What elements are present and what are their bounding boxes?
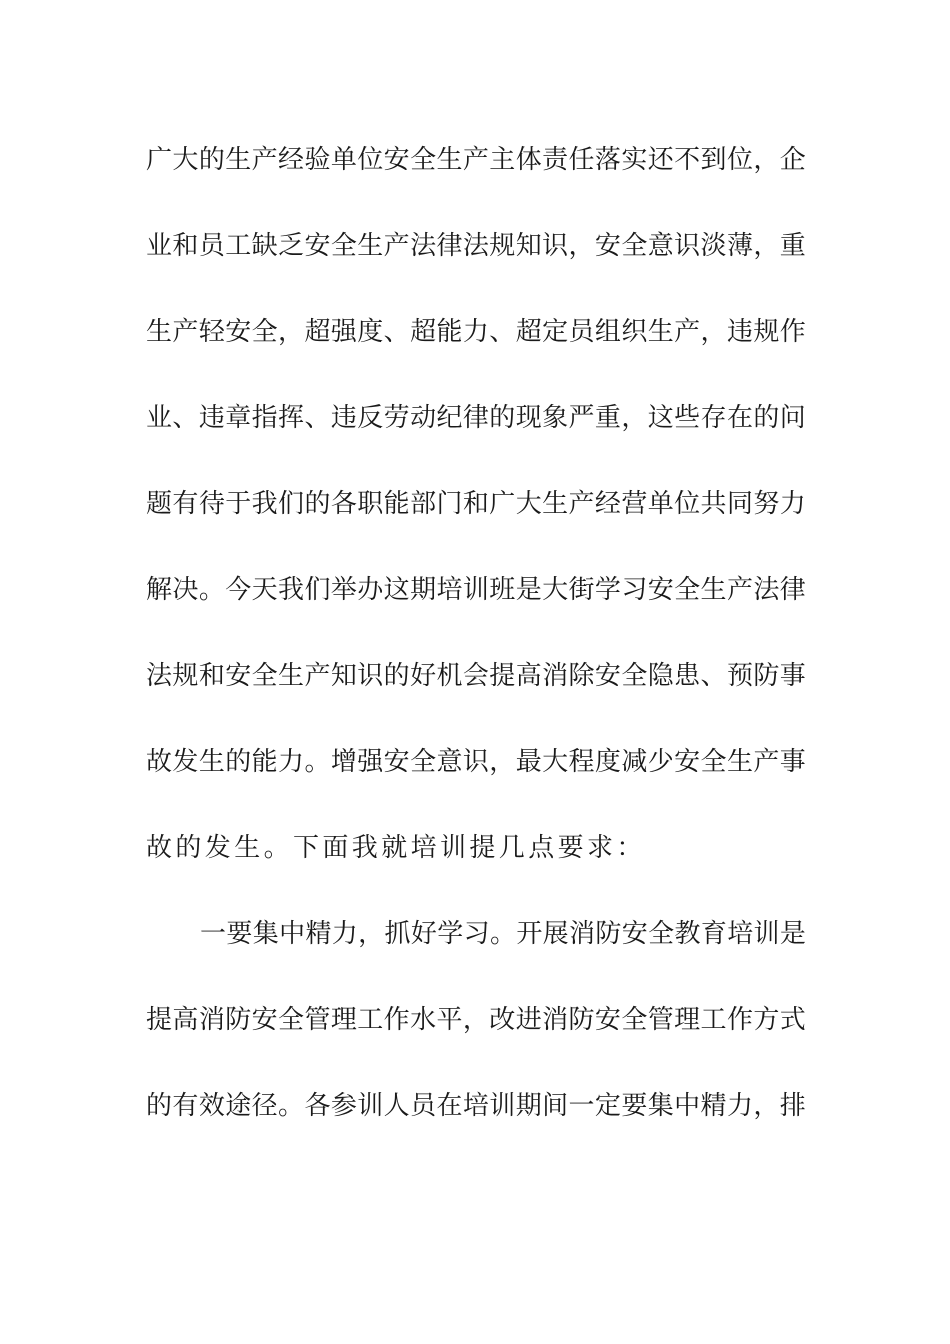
text-char: 于 (225, 489, 252, 519)
text-char: 律 (436, 231, 463, 261)
text-char: 平 (436, 1005, 463, 1035)
text-char: 是 (515, 575, 542, 605)
text-char: 会 (462, 661, 489, 691)
text-char: 的 (146, 1091, 173, 1121)
text-char: 识 (462, 747, 489, 777)
text-char: 消 (198, 1005, 225, 1035)
text-char: 培 (727, 919, 754, 949)
text-char: 意 (436, 747, 463, 777)
text-char: 识 (542, 231, 569, 261)
text-char: 作 (779, 317, 806, 347)
text-char: 进 (515, 1005, 542, 1035)
text-char: 象 (542, 403, 569, 433)
text-char: 生 (278, 661, 305, 691)
text-char: 在 (726, 403, 753, 433)
text-char: 这 (383, 575, 410, 605)
text-char: 学 (594, 575, 621, 605)
text-char: 班 (489, 575, 516, 605)
text-char: 律 (779, 575, 806, 605)
text-char: 产 (674, 317, 701, 347)
text-char: 、 (489, 317, 516, 347)
text-char: 违 (198, 403, 225, 433)
text-char: 期 (410, 575, 437, 605)
text-char: 事 (779, 747, 806, 777)
text-char: ， (621, 403, 648, 433)
text-char: 展 (542, 919, 569, 949)
text-char: 大 (515, 489, 542, 519)
text-char: 主 (489, 145, 516, 175)
text-char: 员 (198, 231, 225, 261)
text-char: 全 (278, 1005, 305, 1035)
text-char: 习 (621, 575, 648, 605)
text-char: 全 (251, 661, 278, 691)
text-char: 工 (225, 231, 252, 261)
text-char: 的 (383, 661, 410, 691)
text-char: 能 (383, 489, 410, 519)
text-char: 些 (674, 403, 701, 433)
text-char: 生 (436, 145, 463, 175)
text-char: 培 (436, 575, 463, 605)
text-line (146, 656, 806, 696)
text-char: 超 (515, 317, 542, 347)
text-char: 产 (383, 231, 410, 261)
text-char: 广 (146, 145, 173, 175)
text-char: 单 (330, 145, 357, 175)
text-char: 力 (331, 919, 358, 949)
text-char: 全 (700, 747, 727, 777)
text-char: 提 (489, 661, 516, 691)
text-char: 力 (462, 317, 489, 347)
text-char: 全 (251, 317, 278, 347)
text-char: 工 (700, 1005, 727, 1035)
text-char: 重 (594, 403, 621, 433)
text-char: 开 (516, 919, 543, 949)
text-char: 天 (251, 575, 278, 605)
text-char: 同 (726, 489, 753, 519)
text-char: 育 (700, 919, 727, 949)
text-char: 现 (515, 403, 542, 433)
text-char: 轻 (198, 317, 225, 347)
text-char: 门 (436, 489, 463, 519)
text-char: 有 (172, 489, 199, 519)
text-char: 淡 (700, 231, 727, 261)
text-char: 位 (357, 145, 384, 175)
text-char: 这 (647, 403, 674, 433)
text-char: 训 (489, 1091, 516, 1121)
text-char: 管 (647, 1005, 674, 1035)
text-char: 排 (779, 1091, 806, 1121)
text-char: 患 (674, 661, 701, 691)
text-char: 除 (568, 661, 595, 691)
text-char: 集 (647, 1091, 674, 1121)
text-char: 力 (278, 747, 305, 777)
text-char: 重 (779, 231, 806, 261)
text-char: 。 (198, 575, 225, 605)
text-char: 力 (779, 489, 806, 519)
text-char: 产 (726, 575, 753, 605)
text-char: 参 (330, 1091, 357, 1121)
text-char: 全 (410, 145, 437, 175)
text-line (146, 398, 806, 438)
text-char: 安 (594, 231, 621, 261)
text-char: 今 (225, 575, 252, 605)
text-line (146, 140, 806, 180)
text-line (146, 742, 806, 782)
text-char: 生 (146, 317, 173, 347)
text-char: 少 (647, 747, 674, 777)
text-char: 纪 (436, 403, 463, 433)
text-char: 员 (568, 317, 595, 347)
text-char: 还 (647, 145, 674, 175)
text-char: 乏 (278, 231, 305, 261)
text-char: 安 (647, 575, 674, 605)
text-char: 消 (542, 661, 569, 691)
text-char: ， (278, 317, 305, 347)
text-char: 指 (251, 403, 278, 433)
text-char: 强 (330, 317, 357, 347)
text-char: 安 (304, 231, 331, 261)
text-char: 我 (251, 489, 278, 519)
text-char: 的 (753, 403, 780, 433)
text-char: 安 (621, 919, 648, 949)
text-char: 我 (278, 575, 305, 605)
text-char: 间 (542, 1091, 569, 1121)
text-char: 生 (357, 231, 384, 261)
text-char: 程 (568, 747, 595, 777)
text-char: 产 (753, 747, 780, 777)
text-char: 防 (225, 1005, 252, 1035)
text-char: 验 (304, 145, 331, 175)
text-char: 规 (489, 231, 516, 261)
text-char: 大 (542, 747, 569, 777)
text-char: 的 (225, 747, 252, 777)
text-char: 挥 (278, 403, 305, 433)
text-char: 违 (330, 403, 357, 433)
text-char: 们 (304, 575, 331, 605)
text-char: 的 (489, 403, 516, 433)
text-char: 度 (357, 317, 384, 347)
text-char: 定 (542, 317, 569, 347)
text-char: 实 (621, 145, 648, 175)
text-char: 方 (753, 1005, 780, 1035)
text-char: 生 (225, 145, 252, 175)
text-char: 生 (726, 747, 753, 777)
paragraph-end-line: 故的发生。下面我就培训提几点要求： (146, 833, 646, 863)
text-char: 法 (146, 661, 173, 691)
text-char: 识 (674, 231, 701, 261)
text-char: 定 (594, 1091, 621, 1121)
text-char: 法 (753, 575, 780, 605)
text-char: 最 (515, 747, 542, 777)
text-char: 街 (568, 575, 595, 605)
text-char: 经 (278, 145, 305, 175)
text-char: 律 (462, 403, 489, 433)
text-char: 作 (383, 1005, 410, 1035)
text-char: 的 (304, 489, 331, 519)
text-char: 决 (172, 575, 199, 605)
text-char: 识 (357, 661, 384, 691)
text-char: 产 (462, 145, 489, 175)
text-char: 广 (489, 489, 516, 519)
text-char: 超 (304, 317, 331, 347)
text-char: 强 (357, 747, 384, 777)
text-char: 各 (304, 1091, 331, 1121)
text-char: 安 (383, 747, 410, 777)
text-char: 事 (779, 661, 806, 691)
text-char: 和 (462, 489, 489, 519)
text-char: 安 (674, 747, 701, 777)
text-char: 责 (542, 145, 569, 175)
text-char: 。 (304, 747, 331, 777)
text-char: 全 (674, 575, 701, 605)
text-char: 作 (726, 1005, 753, 1035)
text-char: 落 (594, 145, 621, 175)
text-char: 能 (251, 747, 278, 777)
text-line (146, 312, 806, 352)
text-char: 违 (726, 317, 753, 347)
text-char: ， (462, 1005, 489, 1035)
text-char: 防 (595, 919, 622, 949)
text-char: 精 (700, 1091, 727, 1121)
text-char: 能 (436, 317, 463, 347)
text-char: 缺 (251, 231, 278, 261)
text-char: 共 (700, 489, 727, 519)
text-char: 们 (278, 489, 305, 519)
text-char: 是 (779, 919, 806, 949)
text-char: 规 (753, 317, 780, 347)
text-char: 和 (172, 231, 199, 261)
text-char: 精 (305, 919, 332, 949)
text-char: 管 (304, 1005, 331, 1035)
text-char: ， (753, 1091, 780, 1121)
text-char: 好 (410, 919, 437, 949)
text-char: 训 (753, 919, 780, 949)
text-char: 抓 (384, 919, 411, 949)
text-char: 生 (700, 575, 727, 605)
text-char: 防 (753, 661, 780, 691)
text-char: 规 (172, 661, 199, 691)
text-char: ， (358, 919, 385, 949)
text-char: 各 (330, 489, 357, 519)
text-char: 劳 (383, 403, 410, 433)
text-char: 织 (621, 317, 648, 347)
text-char: 全 (621, 1005, 648, 1035)
text-char: 式 (779, 1005, 806, 1035)
text-char: 努 (753, 489, 780, 519)
text-char: 培 (462, 1091, 489, 1121)
text-char: 的 (198, 145, 225, 175)
text-char: 增 (330, 747, 357, 777)
text-char: 要 (226, 919, 253, 949)
text-char: 工 (357, 1005, 384, 1035)
text-line (146, 226, 806, 266)
text-char: 题 (146, 489, 173, 519)
text-char: 意 (647, 231, 674, 261)
text-char: 消 (569, 919, 596, 949)
text-char: ， (753, 231, 780, 261)
text-char: 营 (621, 489, 648, 519)
text-char: 度 (594, 747, 621, 777)
text-char: ， (568, 231, 595, 261)
text-char: 中 (279, 919, 306, 949)
text-char: 防 (568, 1005, 595, 1035)
text-char: 全 (330, 231, 357, 261)
text-char: 业 (146, 231, 173, 261)
text-char: 习 (463, 919, 490, 949)
text-char: 全 (648, 919, 675, 949)
text-char: 单 (647, 489, 674, 519)
text-char: 故 (146, 747, 173, 777)
text-char: 在 (436, 1091, 463, 1121)
text-char: 动 (410, 403, 437, 433)
text-char: 一 (568, 1091, 595, 1121)
text-line (146, 1086, 806, 1126)
text-char: 安 (594, 1005, 621, 1035)
text-char: 员 (410, 1091, 437, 1121)
text-char: 好 (410, 661, 437, 691)
text-char: 隐 (647, 661, 674, 691)
text-char: 知 (330, 661, 357, 691)
text-char: 机 (436, 661, 463, 691)
text-char: 薄 (726, 231, 753, 261)
text-char: 全 (621, 231, 648, 261)
paragraph-start-line (200, 914, 806, 954)
text-char: 安 (594, 661, 621, 691)
text-line (146, 1000, 806, 1040)
text-char: 发 (172, 747, 199, 777)
text-char: 办 (357, 575, 384, 605)
text-char: 到 (700, 145, 727, 175)
text-char: 、 (383, 317, 410, 347)
text-char: 严 (568, 403, 595, 433)
text-char: 全 (410, 747, 437, 777)
text-char: 训 (357, 1091, 384, 1121)
text-char: 大 (172, 145, 199, 175)
text-char: 提 (146, 1005, 173, 1035)
text-char: 一 (200, 919, 227, 949)
text-char: ， (489, 747, 516, 777)
text-char: 理 (330, 1005, 357, 1035)
text-char: 任 (568, 145, 595, 175)
text-char: 途 (225, 1091, 252, 1121)
text-char: 教 (674, 919, 701, 949)
text-char: 不 (674, 145, 701, 175)
text-char: 待 (198, 489, 225, 519)
text-line (146, 484, 806, 524)
text-char: 超 (410, 317, 437, 347)
text-char: 产 (172, 317, 199, 347)
text-line (146, 570, 806, 610)
text-char: 安 (251, 1005, 278, 1035)
text-char: 生 (647, 317, 674, 347)
text-char: 改 (489, 1005, 516, 1035)
text-char: 法 (410, 231, 437, 261)
text-char: 力 (726, 1091, 753, 1121)
text-char: 集 (252, 919, 279, 949)
text-char: 组 (594, 317, 621, 347)
text-char: 。 (489, 919, 516, 949)
text-char: 径 (251, 1091, 278, 1121)
text-char: 水 (410, 1005, 437, 1035)
text-char: ， (753, 145, 780, 175)
text-char: 高 (515, 661, 542, 691)
text-char: 产 (568, 489, 595, 519)
text-char: 有 (172, 1091, 199, 1121)
text-char: 经 (594, 489, 621, 519)
text-char: 生 (542, 489, 569, 519)
text-char: 问 (779, 403, 806, 433)
text-char: 安 (225, 317, 252, 347)
text-char: 安 (383, 145, 410, 175)
text-char: 、 (700, 661, 727, 691)
text-char: 效 (198, 1091, 225, 1121)
text-char: ， (700, 317, 727, 347)
text-char: 高 (172, 1005, 199, 1035)
text-char: 和 (198, 661, 225, 691)
text-char: 体 (515, 145, 542, 175)
text-char: 减 (621, 747, 648, 777)
text-char: 要 (621, 1091, 648, 1121)
text-char: 学 (437, 919, 464, 949)
text-char: 举 (330, 575, 357, 605)
text-char: 产 (304, 661, 331, 691)
text-char: 消 (542, 1005, 569, 1035)
text-char: 预 (726, 661, 753, 691)
text-char: 、 (172, 403, 199, 433)
text-char: 人 (383, 1091, 410, 1121)
text-char: 理 (674, 1005, 701, 1035)
text-char: 章 (225, 403, 252, 433)
text-char: 解 (146, 575, 173, 605)
text-char: 位 (726, 145, 753, 175)
text-char: 生 (198, 747, 225, 777)
text-char: 企 (779, 145, 806, 175)
text-char: 业 (146, 403, 173, 433)
text-char: 职 (357, 489, 384, 519)
text-char: 反 (357, 403, 384, 433)
text-char: 、 (304, 403, 331, 433)
text-char: 知 (515, 231, 542, 261)
text-char: 法 (462, 231, 489, 261)
text-char: 期 (515, 1091, 542, 1121)
text-char: 训 (462, 575, 489, 605)
text-char: 大 (542, 575, 569, 605)
text-char: 产 (251, 145, 278, 175)
text-char: 存 (700, 403, 727, 433)
text-char: 。 (278, 1091, 305, 1121)
text-char: 位 (674, 489, 701, 519)
text-char: 中 (674, 1091, 701, 1121)
text-char: 部 (410, 489, 437, 519)
text-char: 全 (621, 661, 648, 691)
text-char: 安 (225, 661, 252, 691)
